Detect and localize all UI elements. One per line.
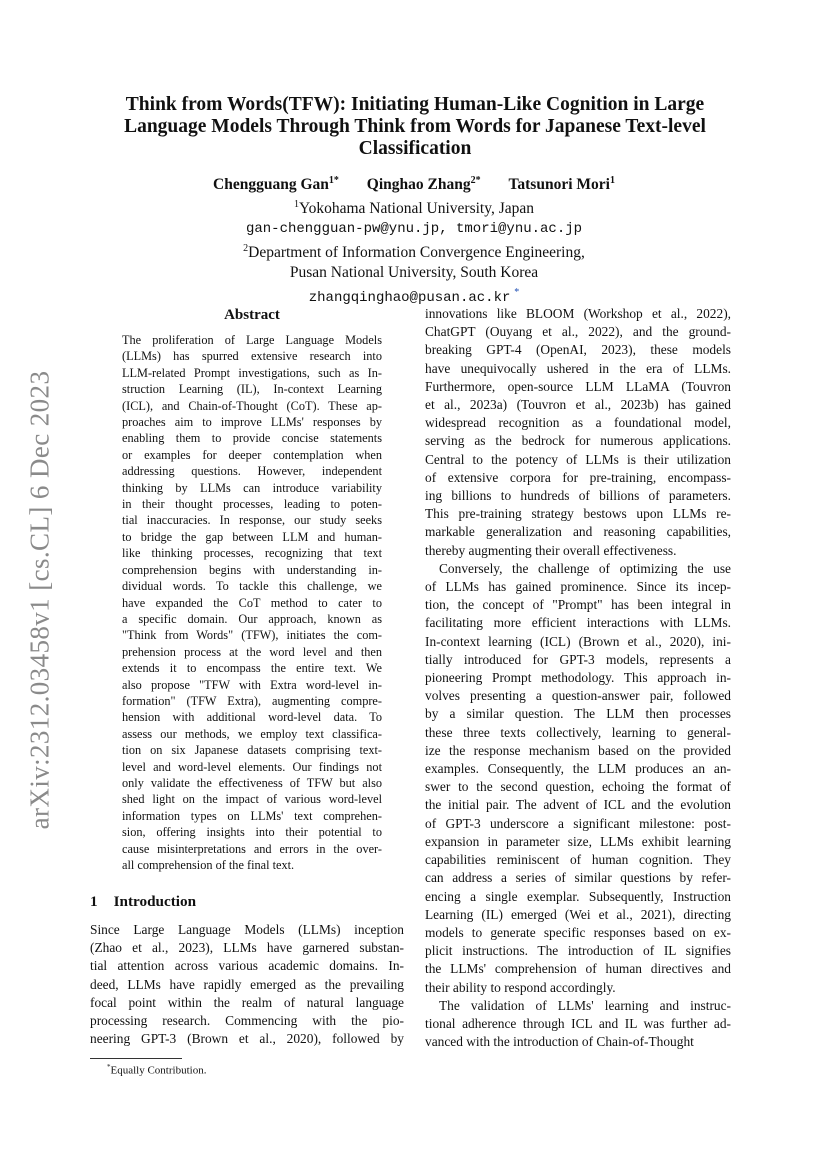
footnote-rule (90, 1058, 182, 1059)
text-line: dividual words. To tackle this challenge, we (122, 579, 382, 594)
text-line: have unequivocally ushered in the era of LLMs. (425, 360, 731, 376)
text-line: of LLMs has gained prominence. Since its incep- (425, 579, 731, 595)
author: Tatsunori Mori$^1$ (508, 175, 615, 194)
abstract-heading: Abstract (224, 307, 280, 323)
text-line: only validate the effectiveness of TFW but also (122, 775, 382, 790)
text-line: proaches aim to improve LLMs' responses by (122, 415, 382, 430)
text-line: (ICL), and Chain-of-Thought (CoT). These ap- (122, 398, 382, 413)
text-line: The validation of LLMs' learning and instruc- (439, 997, 731, 1013)
text-line: extends it to encompass the entire text. We (122, 661, 382, 676)
text-line: tial attention across various academic domains. In- (90, 958, 404, 974)
abstract-body (122, 332, 382, 873)
text-line: deed, LLMs have rapidly emerged as the prevailing (90, 976, 404, 992)
text-line: can address a series of similar questions by refer- (425, 870, 731, 886)
affiliation-2: $^2$Department of Information Convergence Engineering, (243, 243, 585, 262)
text-line: to bridge the gap between LLM and human- (122, 529, 382, 544)
text-line: examples. Consequently, the LLM produces an an- (425, 761, 731, 777)
text-line: expansion in parameter size, LLMs exhibit learning (425, 833, 731, 849)
text-line: swer to the second question, echoing the format of (425, 779, 731, 795)
text-line: focal point within the realm of natural language (90, 994, 404, 1010)
text-line: have expanded the CoT method to cater to (122, 595, 382, 610)
title-line: Language Models Through Think from Words for Japanese Text-level (124, 116, 706, 137)
text-line: volves presenting a question-answer pair, followed (425, 688, 731, 704)
email-line-2[interactable]: zhangqinghao@pusan.ac.kr * (308, 287, 520, 307)
text-line: their ability to respond accordingly. (425, 979, 616, 995)
text-line: the initial pair. The advent of ICL and the evolution (425, 797, 731, 813)
author-block (110, 171, 718, 309)
text-line: The proliferation of Large Language Models (122, 333, 382, 347)
author: Chengguang Gan$^{1*}$ (213, 175, 339, 194)
text-line: hension with additional word-level data. To (122, 710, 382, 725)
text-line: information types on LLMs' text comprehen- (122, 808, 382, 823)
text-line: the LLMs' comprehension of human directives and (425, 961, 731, 977)
text-line: This pre-training strategy bestows upon LLMs re- (425, 506, 731, 522)
text-line: neering GPT-3 (Brown et al., 2020), followed by (90, 1031, 404, 1047)
text-line: LLM-related Prompt investigations, such as In- (122, 365, 382, 380)
footnote: *Equally Contribution. (107, 1063, 207, 1077)
text-line: pioneering Prompt methodology. This approach in- (425, 670, 731, 686)
right-column-body (425, 305, 731, 1051)
text-line: In-context learning (ICL) (Brown et al., 2020), ini- (425, 633, 731, 649)
text-line: serving as the bedrock for numerous applications. (425, 433, 731, 449)
text-line: innovations like BLOOM (Workshop et al., 2022), (425, 306, 731, 321)
text-line: vanced with the introduction of Chain-of-Thought (425, 1034, 694, 1050)
title-line: Think from Words(TFW): Initiating Human-Like Cognition in Large (125, 94, 705, 115)
text-line: thereby augmenting their overall effectiveness. (425, 542, 677, 558)
text-line: thinking by LLMs can introduce variability (122, 480, 382, 495)
text-line: tially introduced for GPT-3 models, represents a (425, 651, 731, 667)
text-line: like thinking processes, recognizing that text (122, 546, 382, 561)
text-line: widespread recognition as a foundational model, (425, 415, 731, 431)
text-line: breaking GPT-4 (OpenAI, 2023), these models (425, 342, 731, 358)
text-line: encing a single exemplar. Subsequently, Instruction (425, 888, 731, 904)
text-line: processing research. Commencing with the pio- (90, 1013, 404, 1029)
text-line: tional adherence through ICL and IL was further ad- (425, 1015, 731, 1031)
affiliation-1: $^1$Yokohama National University, Japan (293, 199, 535, 218)
text-line: prehension process at the word level and then (122, 644, 382, 659)
author: Qinghao Zhang$^{2*}$ (366, 175, 481, 194)
text-line: assess our methods, we employ text classifica- (122, 726, 382, 741)
email-line-1[interactable]: gan-chengguan-pw@ynu.jp, tmori@ynu.ac.jp (245, 221, 583, 238)
text-line: formation" (TFW Extra), augmenting compre- (122, 693, 382, 708)
paper-title (90, 94, 740, 160)
text-line: sion, offering insights into their potential to (122, 825, 382, 840)
section-heading-introduction: 1 Introduction (90, 893, 197, 910)
text-line: shed light on the impact of various word-level (122, 792, 382, 807)
text-line: tion, the concept of "Prompt" has been integral in (425, 597, 731, 613)
text-line: these three texts collectively, learning to general- (425, 724, 731, 740)
text-line: comprehension begins with understanding in- (122, 562, 382, 577)
text-line: ize the response mechanism based on the provided (425, 742, 731, 758)
text-line: addressing questions. However, independent (122, 464, 382, 479)
text-line: tial inaccuracies. In response, our study seeks (122, 513, 382, 528)
introduction-body (90, 921, 404, 1048)
text-line: plicit instructions. The introduction of IL signifies (425, 943, 731, 959)
text-line: Learning (IL) emerged (Wei et al., 2021), directing (425, 906, 731, 922)
arxiv-identifier: arXiv:2312.03458v1 [cs.CL] 6 Dec 2023 (24, 370, 55, 830)
text-line: Conversely, the challenge of optimizing the use (439, 560, 731, 576)
text-line: of extensive corpora for pre-training, encompass- (425, 469, 731, 485)
text-line: ChatGPT (Ouyang et al., 2022), and the ground- (425, 324, 731, 340)
text-line: all comprehension of the final text. (122, 858, 295, 872)
text-line: Since Large Language Models (LLMs) inception (90, 922, 404, 937)
text-line: or examples for deeper contemplation when (122, 447, 382, 462)
text-line: by a similar question. The LLM then processes (425, 706, 731, 722)
text-line: level and word-level elements. Our findings not (122, 759, 382, 774)
text-line: "Think from Words" (TFW), initiates the com- (122, 628, 382, 643)
affiliation-2-line2: Pusan National University, South Korea (289, 264, 539, 282)
text-line: tion on six Japanese datasets comprising text- (122, 743, 382, 758)
text-line: capabilities reminiscent of human cognition. They (425, 852, 731, 868)
text-line: (Zhao et al., 2023), LLMs have garnered substan- (90, 940, 404, 956)
text-line: struction Learning (IL), In-context Learning (122, 382, 382, 397)
text-line: of GPT-3 underscore a significant milestone: post- (425, 815, 731, 831)
text-line: Furthermore, open-source LLM LLaMA (Touvron (425, 378, 731, 394)
text-line: markable generalization and reasoning capabilities, (425, 524, 731, 540)
text-line: Central to the potency of LLMs is their utilization (425, 451, 731, 467)
text-line: enabling them to provide concise statements (122, 431, 382, 446)
text-line: cause misinterpretations and errors in the over- (122, 841, 382, 856)
text-line: facilitating more efficient interactions with LLMs. (425, 615, 731, 631)
text-line: in their thought processes, leading to poten- (122, 497, 382, 512)
text-line: (LLMs) has spurred extensive research into (122, 349, 382, 364)
title-line: Classification (358, 138, 472, 159)
text-line: a specific domain. Our approach, known as (122, 611, 382, 626)
text-line: also propose "TFW with Extra word-level in- (122, 677, 382, 692)
text-line: ing billions to hundreds of billions of parameters. (425, 488, 731, 504)
text-line: et al., 2023a) (Touvron et al., 2023b) has gained (425, 397, 731, 413)
author-names (110, 171, 718, 195)
text-line: models to generate specific responses based on ex- (425, 924, 731, 940)
